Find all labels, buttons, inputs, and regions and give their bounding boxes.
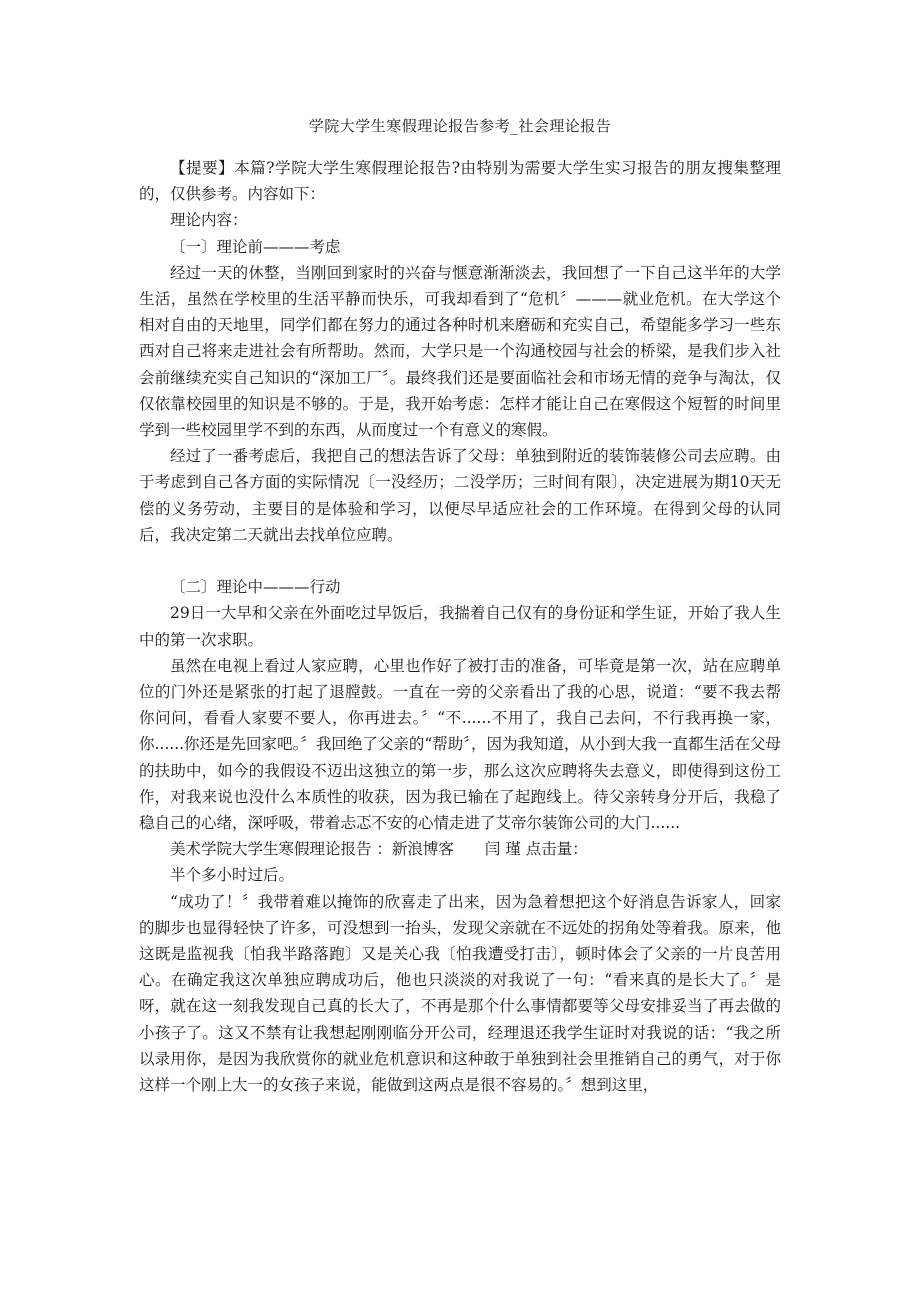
body-paragraph: 半个多小时过后。 [170,866,295,885]
body-paragraph: 虽然在电视上看过人家应聘，心里也作好了被打击的准备，可毕竟是第一次，站在应聘单位的门外还是紧张的打起了退膛鼓。一直在一旁的父亲看出了我的心思，说道：“要不我去帮你问问，看看人家要不要人，你再进去。〞“不......不用了，我自己去问，不行我再换一家，你......你还是先回家吧。〞我回绝了父亲的“帮助〞，因为我知道，从小到大我一直都生活在父母的扶助中，如今的我假设不迈出这独立的第一步，那么这次应聘将失去意义，即使得到这份工作，对我来说也没什么本质性的收获，因为我已输在了起跑线上。待父亲转身分开后，我稳了稳自己的心绪，深呼吸，带着忐忑不安的心情走进了艾帝尔装饰公司的大门...... [139,656,781,833]
body-paragraph: 经过了一番考虑后，我把自己的想法告诉了父母：单独到附近的装饰装修公司去应聘。由于考虑到自己各方面的实际情况〔一没经历；二没学历；三时间有限〕，决定进展为期10天无偿的义务劳动，主要目的是体验和学习，以便尽早适应社会的工作环境。在得到父母的认同后，我决定第二天就出去找单位应聘。 [139,447,781,544]
section-label: 理论内容： [170,211,248,230]
document-body [139,155,781,1098]
blank-line [139,548,781,574]
body-paragraph: 经过一天的休整，当刚回到家时的兴奋与惬意渐渐淡去，我回想了一下自己这半年的大学生活，虽然在学校里的生活平静而快乐，可我却看到了“危机〞———就业危机。在大学这个相对自由的天地里，同学们都在努力的通过各种时机来磨砺和充实自己，希望能多学习一些东西对自己将来走进社会有所帮助。然而，大学只是一个沟通校园与社会的桥梁，是我们步入社会前继续充实自己知识的“深加工厂〞。最终我们还是要面临社会和市场无情的竞争与淘汰，仅仅依靠校园里的知识是不够的。于是，我开始考虑：怎样才能让自己在寒假这个短暂的时间里学到一些校园里学不到的东西，从而度过一个有意义的寒假。 [139,263,781,440]
body-paragraph: 29日一大早和父亲在外面吃过早饭后，我揣着自己仅有的身份证和学生证，开始了我人生中的第一次求职。 [139,604,781,649]
section-heading-1: 〔一〕理论前———考虑 [170,237,341,256]
section-heading-2: 〔二〕理论中———行动 [170,578,341,597]
summary-paragraph: 【提要】本篇?学院大学生寒假理论报告?由特别为需要大学生实习报告的朋友搜集整理的，仅供参考。内容如下： [139,159,781,204]
source-line: 美术学院大学生寒假理论报告 ：新浪博客 闫 瑾 点击量： [170,840,588,859]
body-paragraph: “成功了！〞我带着难以掩饰的欣喜走了出来，因为急着想把这个好消息告诉家人，回家的脚步也显得轻快了许多，可没想到一抬头，发现父亲就在不远处的拐角处等着我。原来，他这既是监视我〔怕我半路落跑〕又是关心我〔怕我遭受打击〕，顿时体会了父亲的一片良苦用心。在确定我这次单独应聘成功后，他也只淡淡的对我说了一句：“看来真的是长大了。〞是呀，就在这一刻我发现自己真的长大了，不再是那个什么事情都要等父母安排妥当了再去做的小孩子了。这又不禁有让我想起刚刚临分开公司，经理退还我学生证时对我说的话：“我之所以录用你，是因为我欣赏你的就业危机意识和这种敢于单独到社会里推销自己的勇气，对于你这样一个刚上大一的女孩子来说，能做到这两点是很不容易的。〞想到这里， [139,892,781,1095]
document-title: 学院大学生寒假理论报告参考_社会理论报告 [308,117,612,135]
